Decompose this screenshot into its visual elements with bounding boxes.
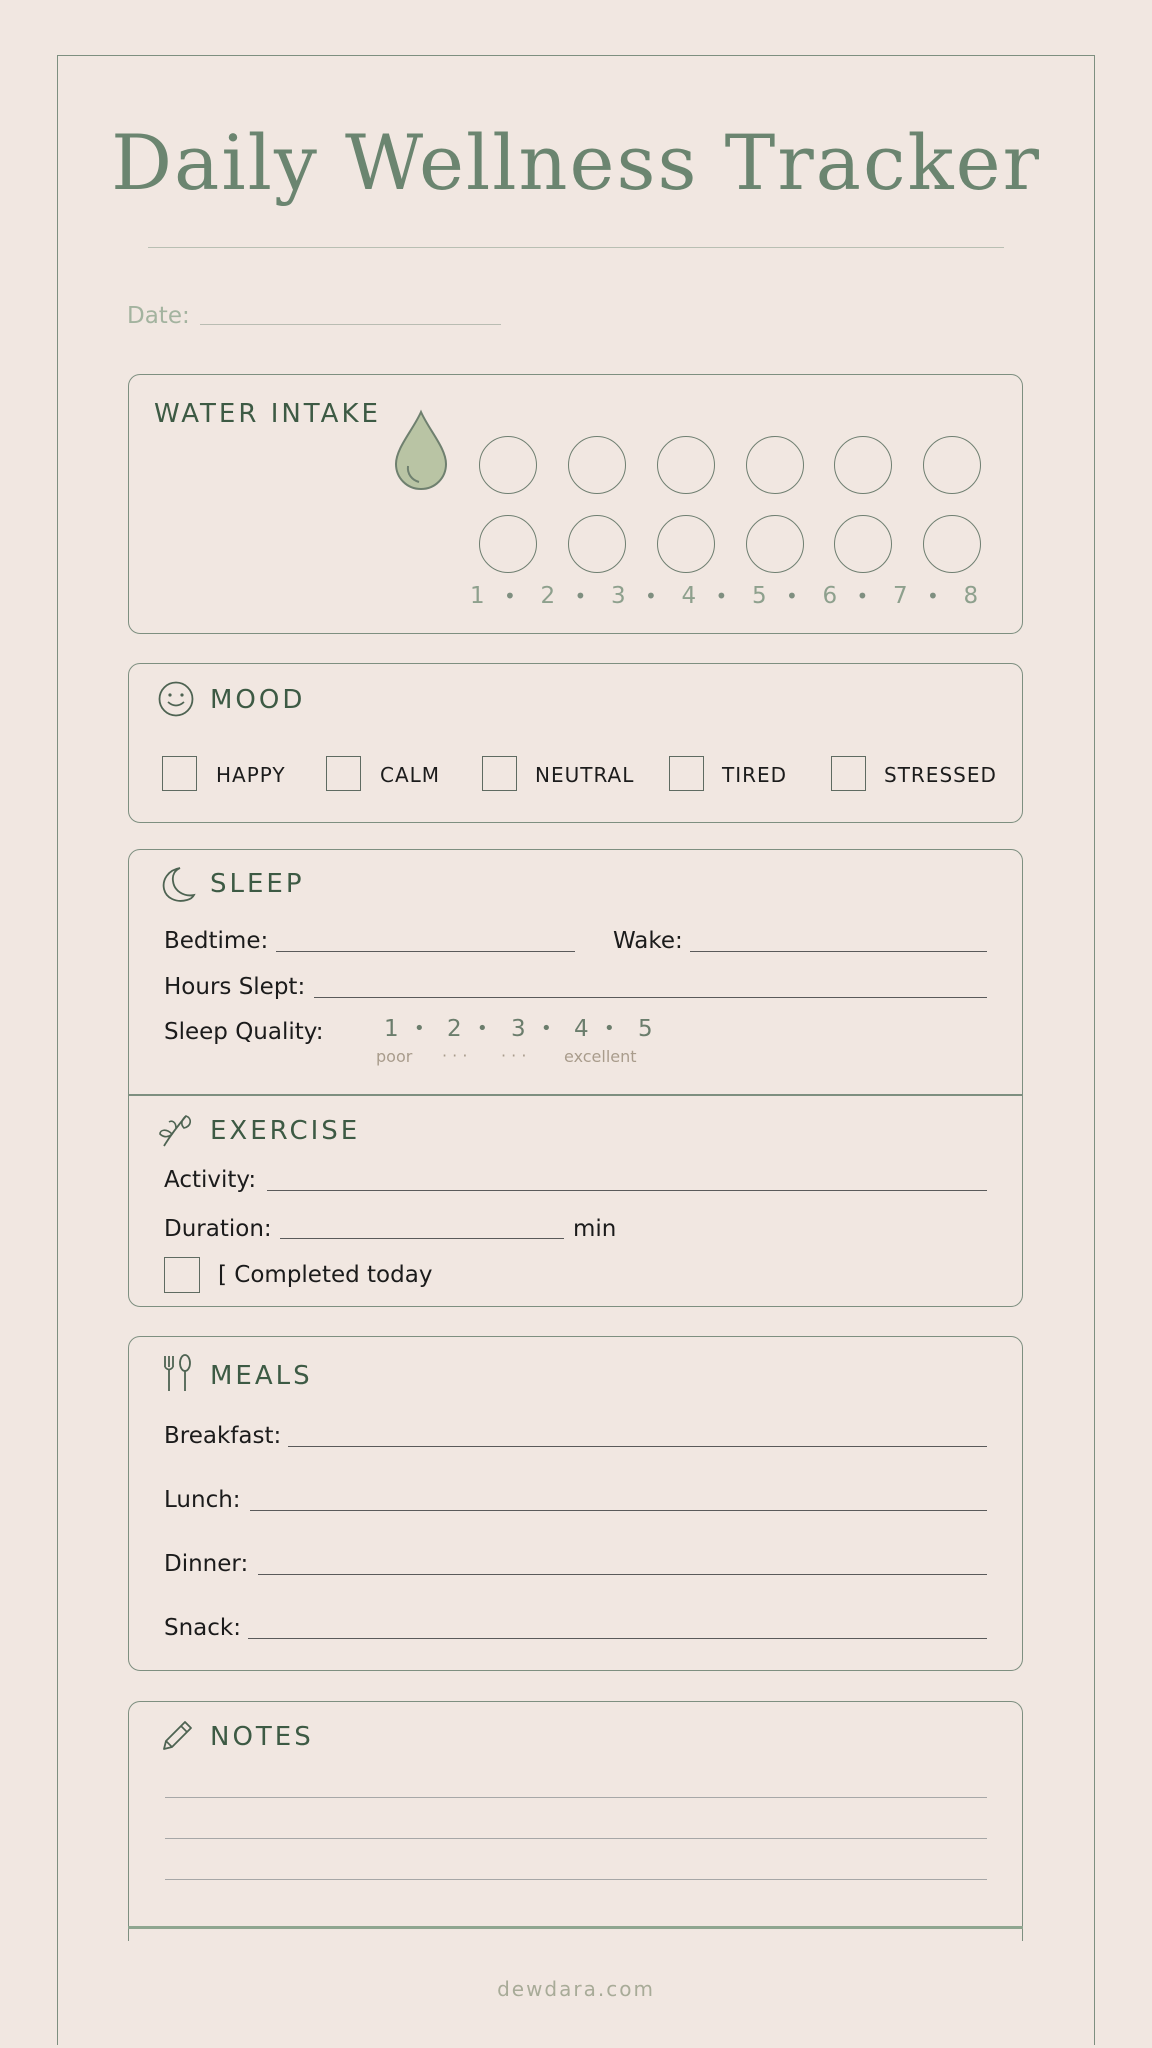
water-number-4: 4 — [681, 583, 697, 609]
breakfast-label: Breakfast: — [164, 1423, 282, 1449]
meals-title: MEALS — [210, 1361, 313, 1391]
lunch-field[interactable] — [250, 1510, 987, 1511]
fork-spoon-icon — [160, 1353, 196, 1393]
page-title: Daily Wellness Tracker — [111, 118, 1041, 207]
water-glass-circle-6[interactable] — [923, 436, 981, 494]
water-number-5: 5 — [752, 583, 767, 609]
date-field[interactable] — [200, 324, 501, 325]
sleep-quality-separator: • — [414, 1018, 425, 1039]
water-number-separator: • — [574, 584, 587, 608]
notes-line-1[interactable] — [165, 1797, 987, 1798]
duration-label: Duration: — [164, 1216, 272, 1242]
mood-happy-checkbox[interactable] — [162, 756, 197, 791]
sleep-quality-option-1[interactable]: 1 — [384, 1016, 399, 1042]
sleep-quality-excellent: excellent — [564, 1047, 637, 1066]
water-number-separator: • — [715, 584, 728, 608]
mood-title: MOOD — [210, 685, 306, 715]
bottom-divider — [128, 1926, 1023, 1929]
mood-happy-label: HAPPY — [216, 763, 286, 787]
crescent-moon-icon — [160, 864, 196, 904]
water-glass-circle-3[interactable] — [657, 436, 715, 494]
sleep-quality-option-2[interactable]: 2 — [447, 1016, 462, 1042]
wake-label: Wake: — [613, 928, 683, 954]
water-number-separator: • — [504, 584, 516, 608]
sleep-quality-option-5[interactable]: 5 — [638, 1016, 653, 1042]
pencil-icon — [158, 1716, 196, 1754]
sleep-quality-ellipsis-1: · · · — [442, 1046, 468, 1065]
sleep-quality-separator: • — [604, 1018, 615, 1039]
breakfast-field[interactable] — [288, 1446, 987, 1447]
title-divider — [148, 247, 1004, 248]
water-glass-circle-11[interactable] — [834, 515, 892, 573]
water-number-2: 2 — [540, 583, 556, 609]
water-number-3: 3 — [611, 583, 626, 609]
activity-field[interactable] — [267, 1190, 987, 1191]
water-drop-icon — [392, 408, 450, 492]
notes-title: NOTES — [210, 1722, 314, 1752]
mood-neutral-checkbox[interactable] — [482, 756, 517, 791]
water-number-separator: • — [927, 584, 939, 608]
footer-website: dewdara.com — [497, 1977, 655, 2001]
water-intake-title: WATER INTAKE — [154, 399, 381, 429]
mood-tired-checkbox[interactable] — [669, 756, 704, 791]
smiley-face-icon — [157, 680, 195, 718]
sleep-quality-ellipsis-2: · · · — [501, 1046, 527, 1065]
water-glass-circle-5[interactable] — [834, 436, 892, 494]
duration-field[interactable] — [280, 1238, 564, 1239]
activity-label: Activity: — [164, 1167, 257, 1193]
completed-today-label: [ Completed today — [218, 1262, 433, 1288]
sleep-exercise-divider — [128, 1094, 1023, 1096]
completed-today-checkbox[interactable] — [164, 1257, 200, 1293]
mood-stressed-checkbox[interactable] — [831, 756, 866, 791]
exercise-title: EXERCISE — [210, 1116, 361, 1146]
sleep-title: SLEEP — [210, 869, 305, 899]
mood-calm-checkbox[interactable] — [326, 756, 361, 791]
water-glass-circle-1[interactable] — [479, 436, 537, 494]
snack-field[interactable] — [248, 1638, 987, 1639]
sleep-quality-poor: poor — [376, 1047, 413, 1066]
water-glass-circle-9[interactable] — [657, 515, 715, 573]
water-number-1: 1 — [470, 583, 485, 609]
dinner-field[interactable] — [258, 1574, 987, 1575]
snack-label: Snack: — [164, 1615, 241, 1641]
mood-calm-label: CALM — [380, 763, 441, 787]
mood-stressed-label: STRESSED — [884, 763, 997, 787]
sleep-quality-option-4[interactable]: 4 — [574, 1016, 589, 1042]
water-number-7: 7 — [893, 583, 908, 609]
sleep-quality-separator: • — [541, 1018, 552, 1039]
bedtime-label: Bedtime: — [164, 928, 269, 954]
notes-line-2[interactable] — [165, 1838, 987, 1839]
water-number-6: 6 — [822, 583, 838, 609]
water-glass-numbers — [470, 583, 990, 617]
hours-slept-field[interactable] — [314, 997, 987, 998]
mood-neutral-label: NEUTRAL — [535, 763, 635, 787]
mood-tired-label: TIRED — [722, 763, 788, 787]
sleep-quality-separator: • — [477, 1018, 488, 1039]
sleep-quality-label: Sleep Quality: — [164, 1019, 324, 1045]
leaf-sprout-icon — [156, 1110, 196, 1150]
water-glass-circle-12[interactable] — [923, 515, 981, 573]
water-number-separator: • — [645, 584, 657, 608]
notes-line-3[interactable] — [165, 1879, 987, 1880]
bedtime-field[interactable] — [276, 951, 575, 952]
lunch-label: Lunch: — [164, 1487, 241, 1513]
hours-slept-label: Hours Slept: — [164, 974, 306, 1000]
water-glass-circle-2[interactable] — [568, 436, 626, 494]
dinner-label: Dinner: — [164, 1551, 249, 1577]
water-number-separator: • — [856, 584, 869, 608]
water-number-8: 8 — [963, 583, 979, 609]
sleep-quality-option-3[interactable]: 3 — [511, 1016, 526, 1042]
duration-unit: min — [573, 1216, 617, 1242]
water-glass-circle-8[interactable] — [568, 515, 626, 573]
water-glass-circle-10[interactable] — [746, 515, 804, 573]
water-glass-circle-4[interactable] — [746, 436, 804, 494]
wake-field[interactable] — [690, 951, 987, 952]
date-label: Date: — [127, 303, 190, 329]
water-glass-circle-7[interactable] — [479, 515, 537, 573]
water-number-separator: • — [786, 584, 798, 608]
